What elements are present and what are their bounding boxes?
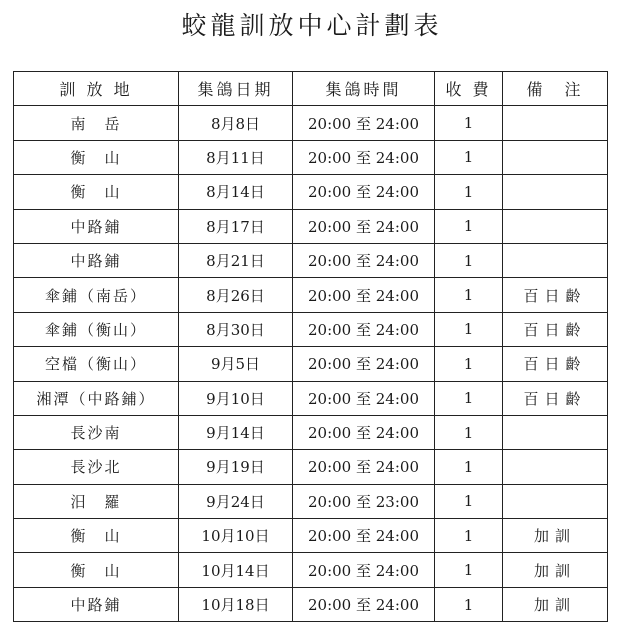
cell-note: 百日齡 [503,312,608,346]
cell-note: 加訓 [503,553,608,587]
cell-fee: 1 [435,587,503,621]
header-date: 集鴿日期 [179,72,293,106]
cell-fee: 1 [435,450,503,484]
cell-time: 20:00 至 24:00 [293,106,435,140]
cell-time: 20:00 至 24:00 [293,175,435,209]
cell-location: 南 岳 [14,106,179,140]
header-location: 訓 放 地 [14,72,179,106]
cell-time: 20:00 至 24:00 [293,553,435,587]
cell-location: 傘鋪（南岳） [14,278,179,312]
cell-date: 9月19日 [179,450,293,484]
page-title: 蛟龍訓放中心計劃表 [181,11,443,40]
cell-date: 8月11日 [179,140,293,174]
table-row [14,347,608,381]
cell-location: 中路鋪 [14,209,179,243]
table-row [14,175,608,209]
cell-date: 8月17日 [179,209,293,243]
cell-fee: 1 [435,553,503,587]
cell-note [503,106,608,140]
cell-note: 加訓 [503,519,608,553]
cell-time: 20:00 至 24:00 [293,140,435,174]
table-row [14,209,608,243]
table-row [14,140,608,174]
cell-note [503,140,608,174]
cell-location: 空檔（衡山） [14,347,179,381]
cell-note [503,450,608,484]
cell-note [503,175,608,209]
cell-note: 百日齡 [503,347,608,381]
table-row [14,381,608,415]
table-row [14,450,608,484]
table-row [14,312,608,346]
cell-time: 20:00 至 24:00 [293,243,435,277]
cell-location: 衡 山 [14,553,179,587]
cell-time: 20:00 至 24:00 [293,450,435,484]
cell-location: 衡 山 [14,519,179,553]
cell-date: 9月5日 [179,347,293,381]
cell-fee: 1 [435,140,503,174]
cell-date: 9月24日 [179,484,293,518]
cell-time: 20:00 至 24:00 [293,209,435,243]
cell-time: 20:00 至 24:00 [293,312,435,346]
cell-time: 20:00 至 23:00 [293,484,435,518]
cell-location: 衡 山 [14,175,179,209]
cell-location: 長沙北 [14,450,179,484]
cell-fee: 1 [435,106,503,140]
cell-time: 20:00 至 24:00 [293,587,435,621]
table-row [14,415,608,449]
cell-location: 衡 山 [14,140,179,174]
cell-date: 8月8日 [179,106,293,140]
header-time: 集鴿時間 [293,72,435,106]
cell-location: 中路鋪 [14,243,179,277]
cell-note [503,209,608,243]
cell-fee: 1 [435,278,503,312]
table-row [14,553,608,587]
cell-fee: 1 [435,415,503,449]
cell-date: 8月26日 [179,278,293,312]
cell-location: 中路鋪 [14,587,179,621]
cell-date: 9月14日 [179,415,293,449]
cell-location: 長沙南 [14,415,179,449]
cell-fee: 1 [435,209,503,243]
table-row [14,587,608,621]
cell-date: 10月14日 [179,553,293,587]
header-fee: 收 費 [435,72,503,106]
table-row [14,484,608,518]
cell-time: 20:00 至 24:00 [293,278,435,312]
cell-fee: 1 [435,381,503,415]
cell-time: 20:00 至 24:00 [293,519,435,553]
schedule-table [13,71,608,622]
cell-fee: 1 [435,175,503,209]
cell-location: 傘鋪（衡山） [14,312,179,346]
cell-note [503,243,608,277]
table-row [14,519,608,553]
cell-date: 8月21日 [179,243,293,277]
cell-location: 汨 羅 [14,484,179,518]
cell-note: 百日齡 [503,381,608,415]
cell-time: 20:00 至 24:00 [293,381,435,415]
cell-time: 20:00 至 24:00 [293,347,435,381]
cell-note [503,484,608,518]
cell-note [503,415,608,449]
header-row [14,72,608,106]
cell-fee: 1 [435,347,503,381]
cell-time: 20:00 至 24:00 [293,415,435,449]
cell-location: 湘潭（中路鋪） [14,381,179,415]
cell-note: 加訓 [503,587,608,621]
header-note: 備 注 [503,72,608,106]
table-row [14,106,608,140]
cell-date: 10月18日 [179,587,293,621]
cell-note: 百日齡 [503,278,608,312]
cell-date: 9月10日 [179,381,293,415]
cell-date: 8月14日 [179,175,293,209]
cell-fee: 1 [435,312,503,346]
table-row [14,278,608,312]
cell-date: 10月10日 [179,519,293,553]
cell-date: 8月30日 [179,312,293,346]
cell-fee: 1 [435,484,503,518]
cell-fee: 1 [435,519,503,553]
cell-fee: 1 [435,243,503,277]
table-row [14,243,608,277]
